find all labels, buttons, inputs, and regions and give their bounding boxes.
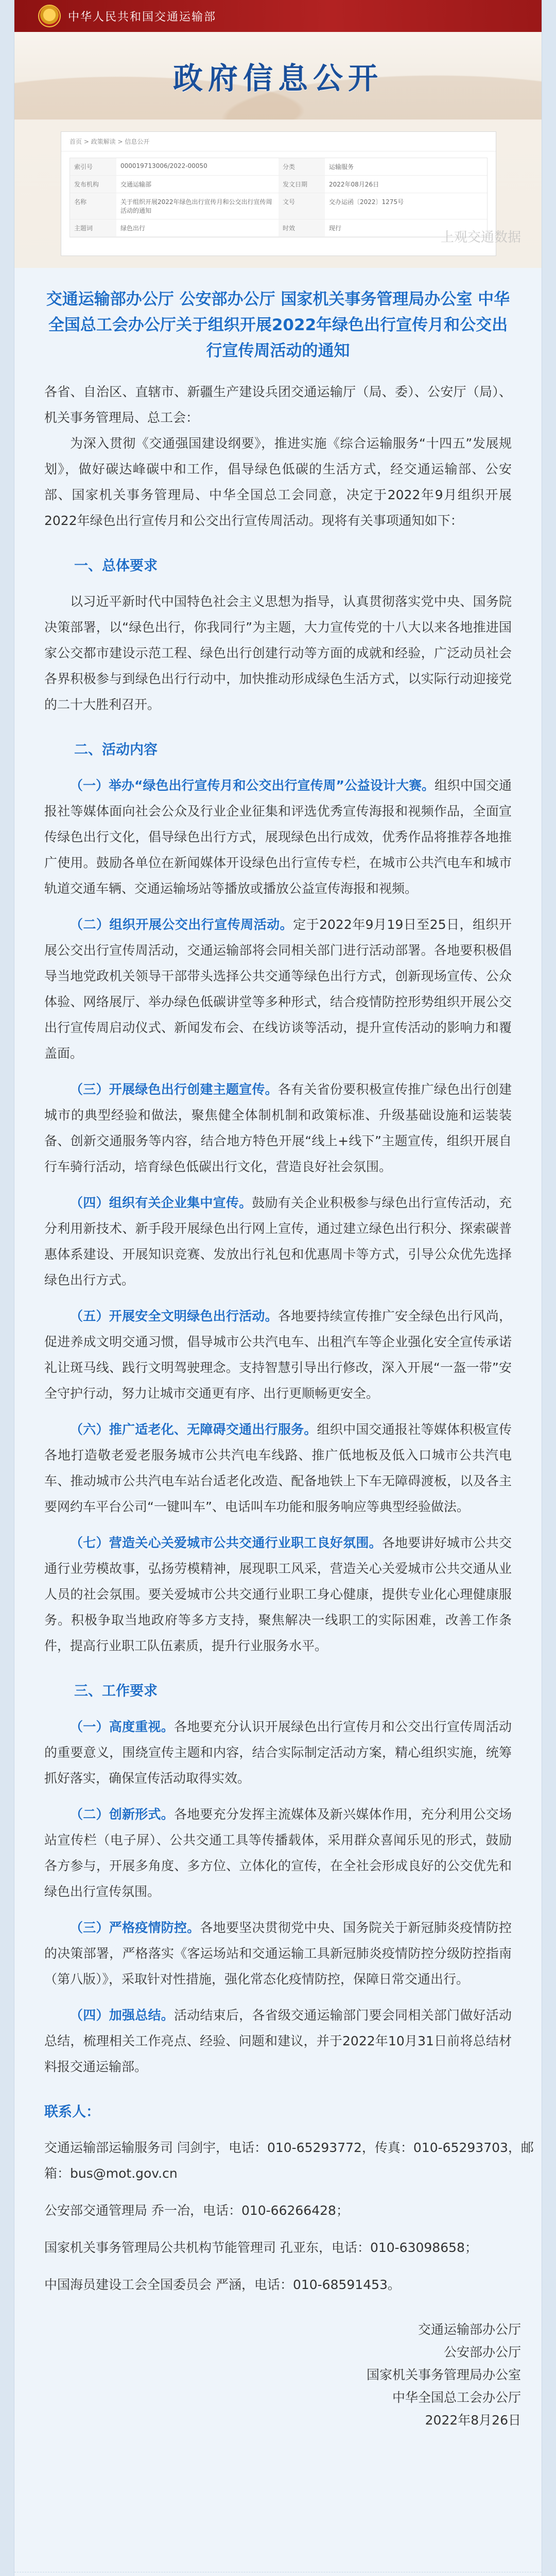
signatory-line: 交通运输部办公厅 <box>418 2322 521 2337</box>
article-frame <box>14 0 542 2576</box>
salutation: 各省、自治区、直辖市、新疆生产建设兵团交通运输厅（局、委）、公安厅（局）、机关事务管理局、总工会： <box>44 384 512 425</box>
activity-item-1 <box>44 773 512 902</box>
meta-value: 交办运函〔2022〕1275号 <box>325 193 487 219</box>
requirement-item-text: 活动结束后，各省级交通运输部门要会同相关部门做好活动总结，梳理相关工作亮点、经验、问题和建议，并于2022年10月31日前将总结材料报交通运输部。 <box>44 2008 512 2074</box>
activity-item-text: 鼓励有关企业积极参与绿色出行宣传活动，充分利用新技术、新手段开展绿色出行网上宣传，通过建立绿色出行积分、探索碳普惠体系建设、开展知识竞赛、发放出行礼包和优惠周卡等方式，引导公众优先选择绿色出行方式。 <box>44 1195 512 1287</box>
meta-key: 发布机构 <box>70 176 116 193</box>
meta-key: 时效 <box>279 219 325 237</box>
contact-row: 公安部交通管理局 乔一冶，电话：010-66266428； <box>44 2203 349 2218</box>
requirement-item-1 <box>44 1714 512 1791</box>
activity-items <box>44 773 512 1659</box>
activity-item-6 <box>44 1417 512 1520</box>
requirement-item-lead: （二）创新形式。 <box>70 1807 174 1822</box>
activity-item-lead: （一）举办“绿色出行宣传月和公交出行宣传周”公益设计大赛。 <box>70 778 435 793</box>
contact-row: 国家机关事务管理局公共机构节能管理司 孔亚东，电话：010-63098658； <box>44 2240 478 2255</box>
meta-value: 绿色出行 <box>116 219 279 237</box>
contact-row: 交通运输部运输服务司 闫剑宇，电话：010-65293772，传真：010-65293703，邮箱：bus@mot.gov.cn <box>44 2140 534 2181</box>
activity-item-lead: （二）组织开展公交出行宣传周活动。 <box>70 917 293 932</box>
requirement-item-text: 各地要充分认识开展绿色出行宣传月和公交出行宣传周活动的重要意义，围绕宣传主题和内容，结合实际制定活动方案，精心组织实施，统筹抓好落实，确保宣传活动取得实效。 <box>44 1719 512 1786</box>
meta-key: 发文日期 <box>279 176 325 193</box>
activity-item-7 <box>44 1530 512 1659</box>
contact-list <box>14 2135 542 2298</box>
requirement-item-text: 各地要坚决贯彻党中央、国务院关于新冠肺炎疫情防控的决策部署，严格落实《客运场站和交通运输工具新冠肺炎疫情防控分级防控指南（第八版）》，采取针对性措施，强化常态化疫情防控，保障日常交通出行。 <box>44 1920 512 1987</box>
meta-key: 名称 <box>70 193 116 219</box>
activity-item-lead: （五）开展安全文明绿色出行活动。 <box>70 1309 278 1324</box>
activity-item-text: 组织中国交通报社等媒体面向社会公众及行业企业征集和评选优秀宣传海报和视频作品，全面宣传绿色出行文化，倡导绿色出行方式，展现绿色出行成效，优秀作品将推荐各地推广使用。鼓励各单位在新闻媒体开设绿色出行宣传专栏，在城市公共汽电车和城市轨道交通车辆、交通运输场站等播放或播放公益宣传海报和视频。 <box>44 778 512 896</box>
breadcrumb: 首页 > 政策解读 > 信息公开 <box>61 132 496 151</box>
activity-item-lead: （七）营造关心关爱城市公共交通行业职工良好氛围。 <box>70 1535 382 1550</box>
requirement-items <box>44 1714 512 2080</box>
activity-item-text: 组织中国交通报社等媒体积极宣传各地打造敬老爱老服务城市公共汽电车线路、推广低地板及低入口城市公共汽电车、推动城市公共汽电车站台适老化改造、配备地铁上下车无障碍渡板，以及各主要网约车平台公司“一键叫车”、电话叫车功能和服务响应等典型经验做法。 <box>44 1422 512 1514</box>
meta-value: 关于组织开展2022年绿色出行宣传月和公交出行宣传周活动的通知 <box>116 193 279 219</box>
national-emblem-icon <box>38 5 61 27</box>
section-3-title: 三、工作要求 <box>74 1683 158 1699</box>
activity-item-lead: （四）组织有关企业集中宣传。 <box>70 1195 252 1210</box>
activity-item-lead: （三）开展绿色出行创建主题宣传。 <box>70 1082 278 1097</box>
signatories <box>14 2318 542 2432</box>
meta-value: 运输服务 <box>325 158 487 176</box>
contact-title: 联系人： <box>44 2104 100 2120</box>
requirement-item-lead: （一）高度重视。 <box>70 1719 174 1734</box>
activity-item-5 <box>44 1303 512 1406</box>
document-meta-card <box>61 131 496 256</box>
signatory-line: 中华全国总工会办公厅 <box>392 2390 521 2405</box>
activity-item-2 <box>44 912 512 1066</box>
ministry-name: 中华人民共和国交通运输部 <box>68 10 217 24</box>
requirement-item-text: 各地要充分发挥主流媒体及新兴媒体作用，充分利用公交场站宣传栏（电子屏）、公共交通工具等传播载体，采用群众喜闻乐见的形式，鼓励各方参与，开展多角度、多方位、立体化的宣传，在全社会形成良好的公交优先和绿色出行宣传氛围。 <box>44 1807 512 1899</box>
meta-key: 分类 <box>279 158 325 176</box>
signatory-line: 国家机关事务管理局办公室 <box>366 2367 521 2382</box>
activity-item-3 <box>44 1077 512 1180</box>
meta-key: 主题词 <box>70 219 116 237</box>
title-strip <box>14 32 542 120</box>
activity-item-lead: （六）推广适老化、无障碍交通出行服务。 <box>70 1422 317 1437</box>
meta-table <box>70 158 488 238</box>
article-headline: 交通运输部办公厅 公安部办公厅 国家机关事务管理局办公室 中华全国总工会办公厅关于组织开展2022年绿色出行宣传月和公交出行宣传周活动的通知 <box>46 290 510 360</box>
requirement-item-3 <box>44 1915 512 1992</box>
requirement-item-lead: （三）严格疫情防控。 <box>70 1920 200 1935</box>
section-1-text: 以习近平新时代中国特色社会主义思想为指导，认真贯彻落实党中央、国务院决策部署，以“绿色出行，你我同行”为主题，大力宣传党的十八大以来各地推进国家公交都市建设示范工程、绿色出行创建行动等方面的成就和经验，广泛动员社会各界积极参与到绿色出行行动中，加快推动形成绿色生活方式，以实际行动迎接党的二十大胜利召开。 <box>44 594 512 712</box>
activity-item-text: 定于2022年9月19日至25日，组织开展公交出行宣传周活动，交通运输部将会同相关部门进行活动部署。各地要积极倡导当地党政机关领导干部带头选择公共交通等绿色出行方式，创新现场宣传、公众体验、网络展厅、举办绿色低碳讲堂等多种形式，结合疫情防控形势组织开展公交出行宣传周启动仪式、新闻发布会、在线访谈等活动，提升宣传活动的影响力和覆盖面。 <box>44 917 512 1061</box>
section-2-title: 二、活动内容 <box>74 742 158 758</box>
signatory-line: 公安部办公厅 <box>443 2345 521 2360</box>
section-1-title: 一、总体要求 <box>74 558 158 574</box>
header-banner <box>14 0 542 268</box>
meta-value: 000019713006/2022-00050 <box>116 158 279 176</box>
meta-value: 现行 <box>325 219 487 237</box>
meta-value: 交通运输部 <box>116 176 279 193</box>
meta-key: 文号 <box>279 193 325 219</box>
intro-paragraph: 为深入贯彻《交通强国建设纲要》，推进实施《综合运输服务“十四五”发展规划》，做好碳达峰碳中和工作，倡导绿色低碳的生活方式，经交通运输部、公安部、国家机关事务管理局、中华全国总工会同意，决定于2022年9月组织开展2022年绿色出行宣传月和公交出行宣传周活动。现将有关事项通知如下： <box>44 436 512 528</box>
ministry-bar <box>14 0 542 32</box>
activity-item-text: 各地要持续宣传推广安全绿色出行风尚，促进养成文明交通习惯，倡导城市公共汽电车、出租汽车等企业强化安全宣传承诺礼让斑马线、践行文明驾驶理念。支持智慧引导出行修改，深入开展“一盔一带”安全守护行动，努力让城市交通更有序、出行更顺畅更安全。 <box>44 1309 512 1401</box>
meta-key: 索引号 <box>70 158 116 176</box>
activity-item-text: 各地要讲好城市公共交通行业劳模故事，弘扬劳模精神，展现职工风采，营造关心关爱城市公共交通从业人员的社会氛围。要关爱城市公共交通行业职工身心健康，提供专业化心理健康服务。积极争取当地政府等多方支持，聚焦解决一线职工的实际困难，改善工作条件，提高行业职工队伍素质，提升行业服务水平。 <box>44 1535 512 1653</box>
activity-item-4 <box>44 1190 512 1293</box>
article-body <box>14 268 542 2080</box>
source-line <box>14 2572 542 2576</box>
contact-row: 中国海员建设工会全国委员会 严涵，电话：010-68591453。 <box>44 2277 401 2292</box>
meta-value: 2022年08月26日 <box>325 176 487 193</box>
activity-item-text: 各有关省份要积极宣传推广绿色出行创建城市的典型经验和做法，聚焦健全体制机制和政策标准、升级基础设施和运装装备、创新交通服务等内容，结合地方特色开展“线上+线下”主题宣传，组织开展自行车骑行活动，培育绿色低碳出行文化，营造良好社会氛围。 <box>44 1082 512 1174</box>
requirement-item-lead: （四）加强总结。 <box>70 2008 174 2023</box>
signatory-line: 2022年8月26日 <box>425 2413 521 2428</box>
requirement-item-4 <box>44 2003 512 2080</box>
watermark: 上观交通数据 <box>440 230 521 245</box>
requirement-item-2 <box>44 1802 512 1905</box>
gov-info-title: 政府信息公开 <box>172 61 383 96</box>
